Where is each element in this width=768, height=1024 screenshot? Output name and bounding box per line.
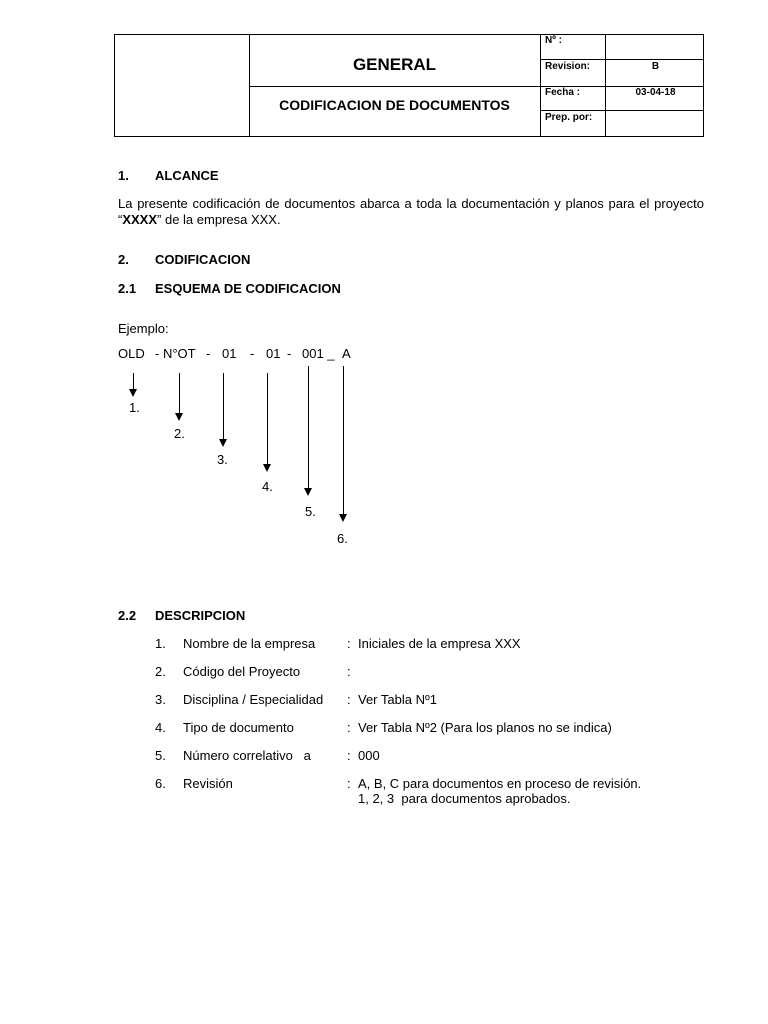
alcance-text-end: ” de la empresa XXX. xyxy=(157,212,281,227)
list-item-number: 2. xyxy=(155,664,166,679)
section-title-alcance: ALCANCE xyxy=(155,168,219,183)
list-item-number: 4. xyxy=(155,720,166,735)
field-label-prepared: Prep. por: xyxy=(545,112,593,123)
document-header-table xyxy=(114,34,704,137)
arrow-label-2: 2. xyxy=(174,426,185,441)
arrow-label-3: 3. xyxy=(217,452,228,467)
header-divider xyxy=(540,110,703,111)
list-item-label: Nombre de la empresa xyxy=(183,636,316,651)
header-subtitle: CODIFICACION DE DOCUMENTOS xyxy=(279,97,510,113)
alcance-text: La presente codificación de documentos abarca a toda la documentación y planos para el proyecto “ xyxy=(118,196,704,227)
code-part-company: OLD xyxy=(118,346,145,361)
list-item-value: Ver Tabla Nº1 xyxy=(358,692,437,707)
list-item-label: Código del Proyecto xyxy=(183,664,301,679)
code-part-doc-type: 01 xyxy=(266,346,281,361)
list-item-label: Número correlativo a xyxy=(183,748,311,763)
header-divider xyxy=(540,59,703,60)
arrow-down-icon xyxy=(304,488,312,496)
list-item-label: Disciplina / Especialidad xyxy=(183,692,324,707)
list-item-value: Iniciales de la empresa XXX xyxy=(358,636,521,651)
example-label: Ejemplo: xyxy=(118,321,169,336)
list-item-label: Tipo de documento xyxy=(183,720,294,735)
section-number: 2.1 xyxy=(118,281,137,296)
list-item-separator: : xyxy=(347,720,351,735)
arrow-label-6: 6. xyxy=(337,531,348,546)
field-value-date: 03-04-18 xyxy=(635,87,676,98)
field-label-revision: Revision: xyxy=(545,61,591,72)
section-title-codificacion: CODIFICACION xyxy=(155,252,251,267)
list-item-value: Ver Tabla Nº2 (Para los planos no se indica) xyxy=(358,720,612,735)
field-label-date: Fecha : xyxy=(545,87,581,98)
code-part-revision: A xyxy=(342,346,351,361)
section-number: 1. xyxy=(118,168,129,183)
arrow-down-icon xyxy=(339,514,347,522)
code-separator: - xyxy=(206,346,211,361)
code-part-project: - N°OT xyxy=(155,346,196,361)
arrow-down-icon xyxy=(263,464,271,472)
list-item-value: A, B, C para documentos en proceso de revisión. xyxy=(358,776,642,791)
arrow-6-line xyxy=(343,366,344,514)
header-title: GENERAL xyxy=(352,55,437,74)
arrow-down-icon xyxy=(219,439,227,447)
code-part-correlative: 001 _ xyxy=(302,346,335,361)
arrow-label-5: 5. xyxy=(305,504,316,519)
list-item-separator: : xyxy=(347,636,351,651)
list-item-separator: : xyxy=(347,692,351,707)
field-value-revision: B xyxy=(651,61,660,72)
list-item-number: 5. xyxy=(155,748,166,763)
section-number: 2. xyxy=(118,252,129,267)
code-separator: - xyxy=(250,346,255,361)
list-item-number: 1. xyxy=(155,636,166,651)
arrow-down-icon xyxy=(129,389,137,397)
alcance-paragraph xyxy=(118,196,704,228)
section-title-descripcion: DESCRIPCION xyxy=(155,608,246,623)
section-number: 2.2 xyxy=(118,608,137,623)
list-item-value-continued: 1, 2, 3 para documentos aprobados. xyxy=(358,791,571,806)
code-part-discipline: 01 xyxy=(222,346,237,361)
list-item-separator: : xyxy=(347,776,351,791)
field-label-number: Nº : xyxy=(545,35,562,46)
arrow-label-4: 4. xyxy=(262,479,273,494)
arrow-5-line xyxy=(308,366,309,488)
code-separator: - xyxy=(287,346,292,361)
arrow-1-line xyxy=(133,373,134,389)
list-item-separator: : xyxy=(347,664,351,679)
section-title-esquema: ESQUEMA DE CODIFICACION xyxy=(155,281,341,296)
arrow-4-line xyxy=(267,373,268,464)
arrow-3-line xyxy=(223,373,224,439)
list-item-number: 6. xyxy=(155,776,166,791)
list-item-label: Revisión xyxy=(183,776,233,791)
arrow-2-line xyxy=(179,373,180,413)
arrow-down-icon xyxy=(175,413,183,421)
project-name: XXXX xyxy=(122,212,158,227)
list-item-separator: : xyxy=(347,748,351,763)
arrow-label-1: 1. xyxy=(129,400,140,415)
list-item-value: 000 xyxy=(358,748,380,763)
list-item-number: 3. xyxy=(155,692,166,707)
